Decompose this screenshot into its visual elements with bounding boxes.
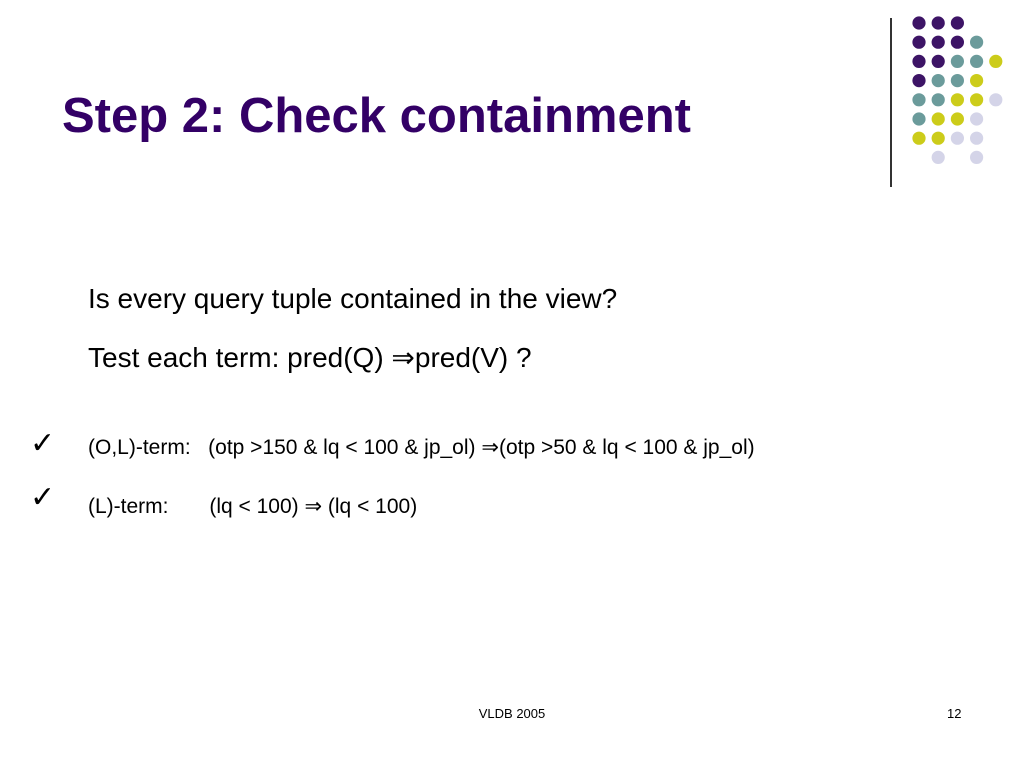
l-term-line: (L)-term: (lq < 100) ⇒ (lq < 100) — [88, 495, 418, 518]
decorative-dot — [932, 93, 945, 106]
decorative-dot — [970, 112, 983, 125]
intro-test-instruction: Test each term: pred(Q) ⇒pred(V) ? — [88, 342, 532, 373]
title-divider-line — [890, 18, 892, 187]
decorative-dot — [912, 16, 925, 29]
decorative-dot — [970, 93, 983, 106]
decorative-dot — [932, 112, 945, 125]
decorative-dot — [932, 151, 945, 164]
decorative-dot — [932, 36, 945, 49]
decorative-dot — [951, 112, 964, 125]
decorative-dot — [912, 112, 925, 125]
decorative-dot — [912, 132, 925, 145]
decorative-dot — [989, 55, 1002, 68]
intro-question: Is every query tuple contained in the view? — [88, 283, 618, 314]
decorative-dot — [970, 55, 983, 68]
decorative-dot — [989, 93, 1002, 106]
slide-title: Step 2: Check containment — [62, 89, 691, 143]
ol-term-line: (O,L)-term: (otp >150 & lq < 100 & jp_ol) ⇒(otp >50 & lq < 100 & jp_ol) — [88, 436, 755, 459]
checkmark-icon: ✓ — [30, 426, 56, 461]
decorative-dot — [951, 55, 964, 68]
decorative-dot — [970, 132, 983, 145]
decorative-dot — [912, 36, 925, 49]
decorative-dot — [951, 74, 964, 87]
decorative-dot — [932, 16, 945, 29]
decorative-dot — [970, 36, 983, 49]
decorative-dot — [912, 93, 925, 106]
decorative-dot — [912, 55, 925, 68]
decorative-dot — [951, 93, 964, 106]
decorative-dot — [932, 74, 945, 87]
page-number: 12 — [947, 706, 962, 721]
footer-conference: VLDB 2005 — [478, 706, 546, 721]
decorative-dot — [951, 16, 964, 29]
decorative-dot — [932, 55, 945, 68]
decorative-dot — [951, 36, 964, 49]
decorative-dot — [970, 151, 983, 164]
decorative-dot — [912, 74, 925, 87]
decorative-dot — [970, 74, 983, 87]
decorative-dot — [932, 132, 945, 145]
checkmark-icon: ✓ — [30, 480, 56, 515]
decorative-dot — [951, 132, 964, 145]
